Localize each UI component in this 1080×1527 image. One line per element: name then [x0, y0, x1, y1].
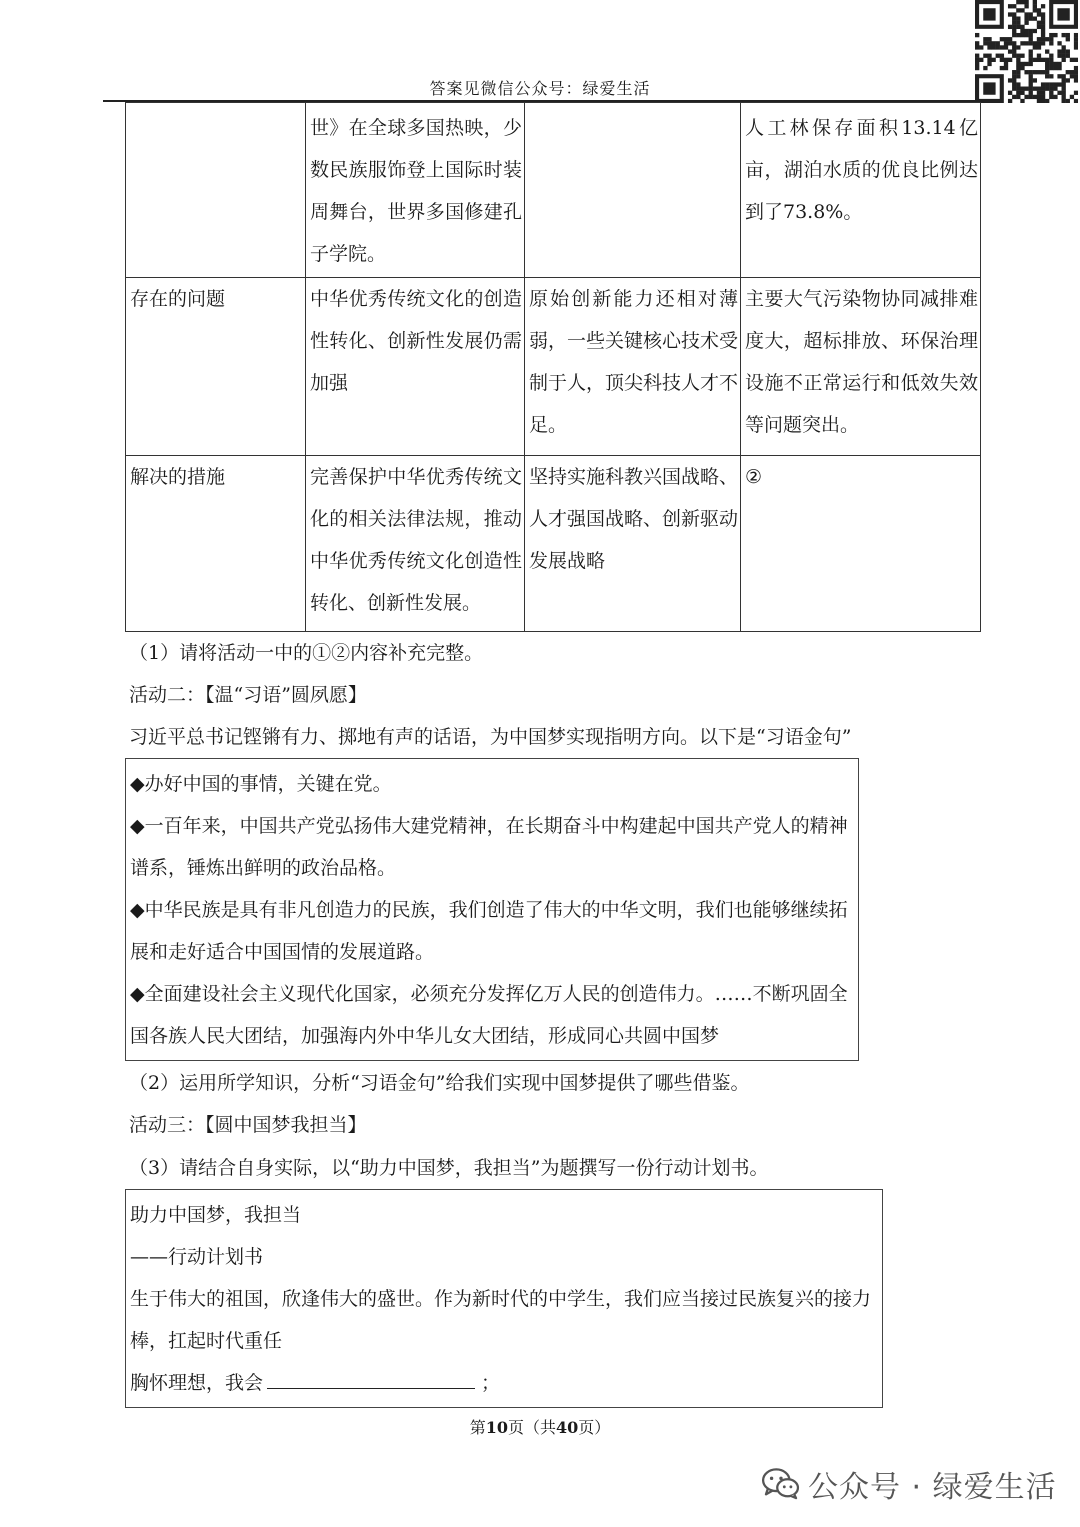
table-row-label: 存在的问题 [126, 278, 306, 456]
table-cell: 完善保护中华优秀传统文化的相关法律法规，推动中华优秀传统文化创造性转化、创新性发展。 [306, 456, 525, 632]
page-header: 答案见微信公众号：绿爱生活 [429, 79, 651, 98]
wechat-icon [762, 1468, 800, 1500]
footer-mid: 页（共 [507, 1418, 556, 1437]
plan-prompt: 胸怀理想，我会 [130, 1372, 264, 1394]
table-row-label: 解决的措施 [126, 456, 306, 632]
quote-item: ◆中华民族是具有非凡创造力的民族，我们创造了伟大的中华文明，我们也能够继续拓展和走好适合中国国情的发展道路。 [130, 899, 848, 963]
table-cell: 原始创新能力还相对薄弱，一些关键核心技术受制于人，顶尖科技人才不足。 [525, 278, 741, 456]
activity-2-intro: 习近平总书记铿锵有力、掷地有声的话语，为中国梦实现指明方向。以下是“习语金句” [129, 726, 852, 748]
question-3: （3）请结合自身实际，以“助力中国梦，我担当”为题撰写一份行动计划书。 [129, 1157, 769, 1179]
quote-box [125, 758, 859, 1061]
question-1: （1）请将活动一中的①②内容补充完整。 [129, 642, 484, 664]
plan-box [125, 1189, 883, 1408]
table-cell: 坚持实施科教兴国战略、人才强国战略、创新驱动发展战略 [525, 456, 741, 632]
footer-suffix: 页） [578, 1418, 611, 1437]
question-2: （2）运用所学知识，分析“习语金句”给我们实现中国梦提供了哪些借鉴。 [129, 1072, 750, 1094]
table-cell [126, 103, 306, 278]
quote-item: ◆一百年来，中国共产党弘扬伟大建党精神，在长期奋斗中构建起中国共产党人的精神谱系，锤炼出鲜明的政治品格。 [130, 815, 848, 879]
table-cell: 主要大气污染物协同减排难度大，超标排放、环保治理设施不正常运行和低效失效等问题突出。 [741, 278, 981, 456]
table-cell: 中华优秀传统文化的创造性转化、创新性发展仍需加强 [306, 278, 525, 456]
page-number: 10 [485, 1418, 508, 1437]
watermark-text: 公众号 · 绿爱生活 [808, 1470, 1057, 1505]
activity-table [125, 102, 981, 632]
table-row [126, 278, 981, 456]
activity-3-title: 活动三：【圆中国梦我担当】 [129, 1114, 367, 1136]
quote-item: ◆全面建设社会主义现代化国家，必须充分发挥亿万人民的创造伟力。……不断巩固全国各族人民大团结，加强海内外中华儿女大团结，形成同心共圆中国梦 [130, 983, 848, 1047]
plan-title: 助力中国梦，我担当 [130, 1204, 302, 1226]
table-row [126, 456, 981, 632]
plan-subtitle: ——行动计划书 [130, 1246, 264, 1268]
plan-prompt-line [130, 1362, 880, 1404]
table-cell [525, 103, 741, 278]
page-total: 40 [556, 1418, 579, 1437]
table-row [126, 103, 981, 278]
watermark [762, 1462, 1057, 1506]
quote-item: ◆办好中国的事情，关键在党。 [130, 773, 392, 795]
plan-body: 生于伟大的祖国，欣逢伟大的盛世。作为新时代的中学生，我们应当接过民族复兴的接力棒，扛起时代重任 [130, 1288, 872, 1352]
table-cell: ② [741, 456, 981, 632]
table-cell: 世》在全球多国热映，少数民族服饰登上国际时装周舞台，世界多国修建孔子学院。 [306, 103, 525, 278]
page-footer [0, 1415, 1080, 1438]
plan-end: ； [481, 1372, 501, 1394]
answer-blank[interactable] [267, 1368, 475, 1389]
table-cell: 人工林保存面积13.14亿亩，湖泊水质的优良比例达到了73.8%。 [741, 103, 981, 278]
activity-2-title: 活动二：【温“习语”圆夙愿】 [129, 684, 367, 706]
footer-prefix: 第 [469, 1418, 486, 1437]
